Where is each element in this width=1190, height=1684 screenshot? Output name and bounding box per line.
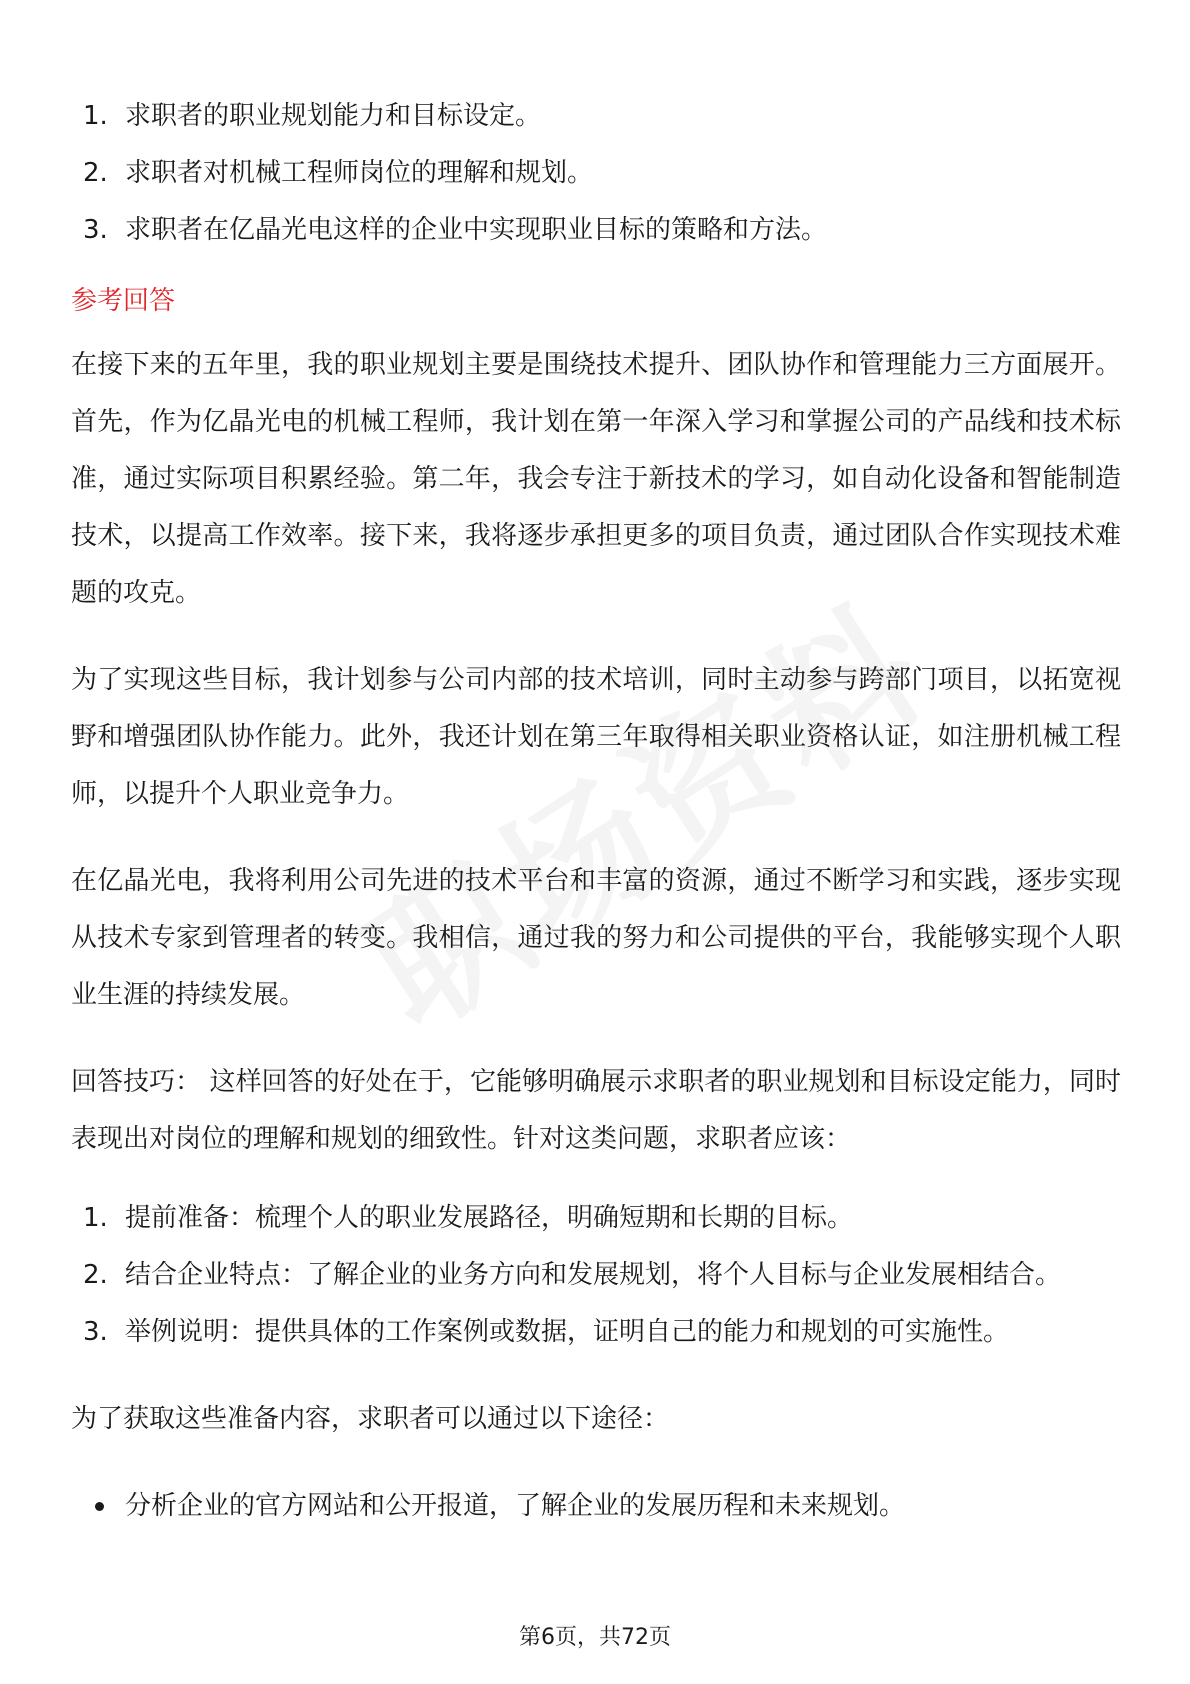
list-number: 3.: [83, 1317, 108, 1347]
answer-paragraph: 在接下来的五年里，我的职业规划主要是围绕技术提升、团队协作和管理能力三方面展开。首先，作为亿晶光电的机械工程师，我计划在第一年深入学习和掌握公司的产品线和技术标准，通过实际项目积累经验。第二年，我会专注于新技术的学习，如自动化设备和智能制造技术，以提高工作效率。接下来，我将逐步承担更多的项目负责，通过团队合作实现技术难题的攻克。: [71, 350, 1121, 608]
list-number: 1.: [83, 101, 108, 131]
tips-paragraph: 回答技巧： 这样回答的好处在于，它能够明确展示求职者的职业规划和目标设定能力，同时表现出对岗位的理解和规划的细致性。针对这类问题，求职者应该：: [71, 1067, 1121, 1154]
bullet-icon: [95, 1502, 104, 1511]
answer-paragraph: 为了实现这些目标，我计划参与公司内部的技术培训，同时主动参与跨部门项目，以拓宽视野和增强团队协作能力。此外，我还计划在第三年取得相关职业资格认证，如注册机械工程师，以提升个人职业竞争力。: [71, 665, 1121, 809]
list-item: [71, 88, 1121, 145]
answer-heading: 参考回答: [71, 286, 176, 316]
list-item-text: 求职者对机械工程师岗位的理解和规划。: [125, 158, 594, 188]
bullet-text: 分析企业的官方网站和公开报道，了解企业的发展历程和未来规划。: [125, 1491, 906, 1521]
list-item-text: 提前准备：梳理个人的职业发展路径，明确短期和长期的目标。: [125, 1203, 854, 1233]
list-item: [71, 202, 1121, 259]
bullet-list: [71, 1478, 1121, 1535]
list-item-text: 结合企业特点：了解企业的业务方向和发展规划，将个人目标与企业发展相结合。: [125, 1260, 1062, 1290]
page-content: [71, 88, 1121, 1535]
list-item: [71, 1190, 1121, 1247]
question-points-list: [71, 88, 1121, 259]
answer-paragraph: 在亿晶光电，我将利用公司先进的技术平台和丰富的资源，通过不断学习和实践，逐步实现从技术专家到管理者的转变。我相信，通过我的努力和公司提供的平台，我能够实现个人职业生涯的持续发展。: [71, 866, 1121, 1010]
list-item-text: 求职者的职业规划能力和目标设定。: [125, 101, 542, 131]
list-number: 3.: [83, 215, 108, 245]
prep-intro: 为了获取这些准备内容，求职者可以通过以下途径：: [71, 1404, 670, 1434]
list-number: 2.: [83, 1260, 108, 1290]
list-number: 2.: [83, 158, 108, 188]
list-item-text: 举例说明：提供具体的工作案例或数据，证明自己的能力和规划的可实施性。: [125, 1317, 1010, 1347]
list-number: 1.: [83, 1203, 108, 1233]
list-item-text: 求职者在亿晶光电这样的企业中实现职业目标的策略和方法。: [125, 215, 828, 245]
tips-list: [71, 1190, 1121, 1361]
page-number-footer: 第6页，共72页: [519, 1625, 671, 1650]
list-item: [71, 1247, 1121, 1304]
list-item: [71, 145, 1121, 202]
bullet-item: [71, 1478, 1121, 1535]
list-item: [71, 1304, 1121, 1361]
